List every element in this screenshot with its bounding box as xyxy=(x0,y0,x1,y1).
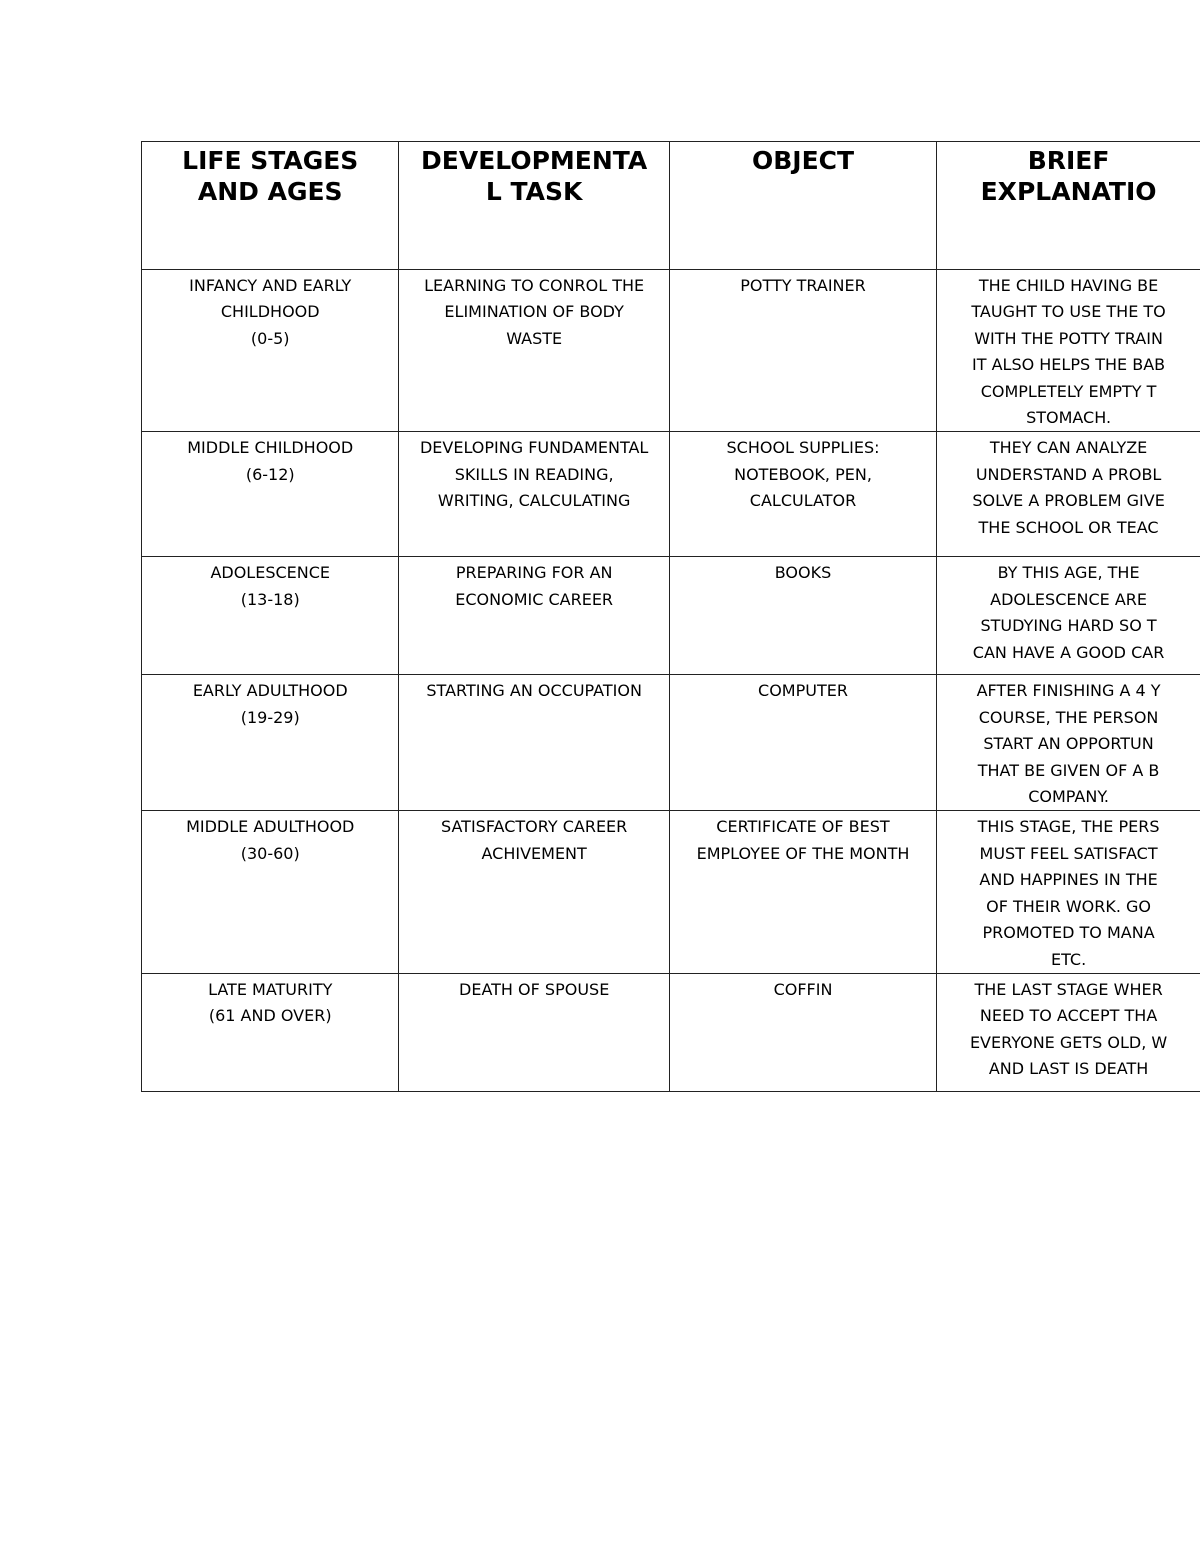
cell-text-line: WASTE xyxy=(506,328,563,348)
cell-stage xyxy=(142,557,399,675)
cell-text-line: SCHOOL SUPPLIES: xyxy=(726,438,880,458)
cell-stage xyxy=(142,675,399,811)
cell-text-line: WITH THE POTTY TRAIN xyxy=(974,328,1163,348)
cell-text-line: PREPARING FOR AN xyxy=(455,563,613,583)
cell-text-line: AND LAST IS DEATH xyxy=(988,1059,1149,1079)
cell-text-line: CALCULATOR xyxy=(749,491,857,511)
cell-explanation xyxy=(937,432,1200,557)
header-row xyxy=(142,142,1200,270)
cell-text-line: THAT BE GIVEN OF A B xyxy=(977,760,1160,780)
table-row xyxy=(142,270,1200,432)
cell-text-line: NEED TO ACCEPT THA xyxy=(979,1006,1158,1026)
cell-text-line: ECONOMIC CAREER xyxy=(455,589,614,609)
cell-explanation xyxy=(937,675,1200,811)
cell-text-line: UNDERSTAND A PROBL xyxy=(975,464,1162,484)
cell-stage xyxy=(142,432,399,557)
cell-text-line: BRIEF xyxy=(1027,146,1110,175)
table-row xyxy=(142,557,1200,675)
cell-object xyxy=(669,270,936,432)
table-row xyxy=(142,432,1200,557)
cell-text-line: L TASK xyxy=(485,177,583,206)
cell-text-line: CERTIFICATE OF BEST xyxy=(716,817,890,837)
life-stages-table xyxy=(141,141,1200,1092)
cell-stage xyxy=(142,270,399,432)
cell-text-line: COURSE, THE PERSON xyxy=(978,707,1159,727)
cell-text-line: ADOLESCENCE xyxy=(210,563,331,583)
header-brief-explanation xyxy=(937,142,1200,270)
cell-text-line: ACHIVEMENT xyxy=(481,843,587,863)
cell-text-line: MIDDLE ADULTHOOD xyxy=(186,817,355,837)
cell-text-line: (6-12) xyxy=(245,464,295,484)
cell-stage xyxy=(142,811,399,973)
cell-text-line: EVERYONE GETS OLD, W xyxy=(969,1032,1168,1052)
cell-task xyxy=(399,973,669,1091)
cell-explanation xyxy=(937,973,1200,1091)
cell-text-line: (30-60) xyxy=(240,843,300,863)
cell-text-line: (0-5) xyxy=(250,328,290,348)
table-row xyxy=(142,675,1200,811)
cell-object xyxy=(669,432,936,557)
cell-text-line: OF THEIR WORK. GO xyxy=(986,896,1152,916)
cell-text-line: DEVELOPMENTA xyxy=(421,146,648,175)
header-life-stages xyxy=(142,142,399,270)
cell-text-line: AFTER FINISHING A 4 Y xyxy=(976,681,1161,701)
cell-text-line: COMPANY. xyxy=(1028,787,1109,807)
cell-text-line: TAUGHT TO USE THE TO xyxy=(971,302,1166,322)
cell-text-line: CHILDHOOD xyxy=(220,302,320,322)
cell-object xyxy=(669,675,936,811)
cell-task xyxy=(399,557,669,675)
cell-text-line: INFANCY AND EARLY xyxy=(189,276,352,295)
cell-object xyxy=(669,811,936,973)
cell-text-line: AND AGES xyxy=(197,177,343,206)
cell-task xyxy=(399,432,669,557)
cell-text-line: SKILLS IN READING, xyxy=(454,464,614,484)
cell-text-line: COFFIN xyxy=(773,979,833,999)
header-object xyxy=(669,142,936,270)
cell-text-line: WRITING, CALCULATING xyxy=(437,491,631,511)
cell-text-line: EXPLANATIO xyxy=(980,177,1157,206)
cell-text-line: EMPLOYEE OF THE MONTH xyxy=(696,843,910,863)
cell-explanation xyxy=(937,811,1200,973)
cell-text-line: LIFE STAGES xyxy=(182,146,359,175)
cell-task xyxy=(399,811,669,973)
cell-text-line: SOLVE A PROBLEM GIVE xyxy=(972,491,1165,511)
cell-text-line: ELIMINATION OF BODY xyxy=(444,302,624,322)
cell-text-line: BY THIS AGE, THE xyxy=(997,563,1140,583)
cell-explanation xyxy=(937,557,1200,675)
cell-text-line: MUST FEEL SATISFACT xyxy=(979,843,1158,863)
cell-text-line: STARTING AN OCCUPATION xyxy=(426,681,642,701)
cell-text-line: COMPUTER xyxy=(758,681,848,701)
cell-text-line: OBJECT xyxy=(751,146,855,175)
cell-text-line: IT ALSO HELPS THE BAB xyxy=(972,355,1166,375)
cell-task xyxy=(399,675,669,811)
cell-text-line: SATISFACTORY CAREER xyxy=(441,817,628,837)
cell-stage xyxy=(142,973,399,1091)
cell-text-line: MIDDLE CHILDHOOD xyxy=(187,438,354,458)
cell-text-line: STOMACH. xyxy=(1026,408,1112,428)
cell-text-line: (19-29) xyxy=(240,707,300,727)
cell-text-line: AND HAPPINES IN THE xyxy=(979,870,1158,890)
cell-text-line: EARLY ADULTHOOD xyxy=(192,681,348,701)
cell-text-line: LEARNING TO CONROL THE xyxy=(424,276,645,295)
cell-text-line: ETC. xyxy=(1050,949,1087,969)
cell-text-line: THE LAST STAGE WHER xyxy=(974,979,1163,999)
cell-text-line: THE SCHOOL OR TEAC xyxy=(978,517,1159,537)
table-row xyxy=(142,973,1200,1091)
cell-text-line: THEY CAN ANALYZE xyxy=(989,438,1148,458)
cell-text-line: COMPLETELY EMPTY T xyxy=(980,381,1157,401)
cell-text-line: DEATH OF SPOUSE xyxy=(459,979,610,999)
cell-text-line: CAN HAVE A GOOD CAR xyxy=(972,642,1165,662)
cell-text-line: THIS STAGE, THE PERS xyxy=(977,817,1160,837)
cell-text-line: (13-18) xyxy=(240,589,300,609)
cell-object xyxy=(669,973,936,1091)
cell-explanation xyxy=(937,270,1200,432)
cell-object xyxy=(669,557,936,675)
cell-text-line: (61 AND OVER) xyxy=(208,1006,332,1026)
cell-text-line: BOOKS xyxy=(774,563,832,583)
cell-text-line: DEVELOPING FUNDAMENTAL xyxy=(419,438,649,458)
cell-text-line: ADOLESCENCE ARE xyxy=(990,589,1147,609)
table-row xyxy=(142,811,1200,973)
cell-text-line: STUDYING HARD SO T xyxy=(980,616,1157,636)
cell-text-line: THE CHILD HAVING BE xyxy=(978,276,1159,295)
cell-task xyxy=(399,270,669,432)
header-developmental-task xyxy=(399,142,669,270)
cell-text-line: START AN OPPORTUN xyxy=(983,734,1154,754)
cell-text-line: PROMOTED TO MANA xyxy=(982,923,1155,943)
cell-text-line: POTTY TRAINER xyxy=(740,276,866,295)
cell-text-line: LATE MATURITY xyxy=(208,979,333,999)
cell-text-line: NOTEBOOK, PEN, xyxy=(734,464,872,484)
